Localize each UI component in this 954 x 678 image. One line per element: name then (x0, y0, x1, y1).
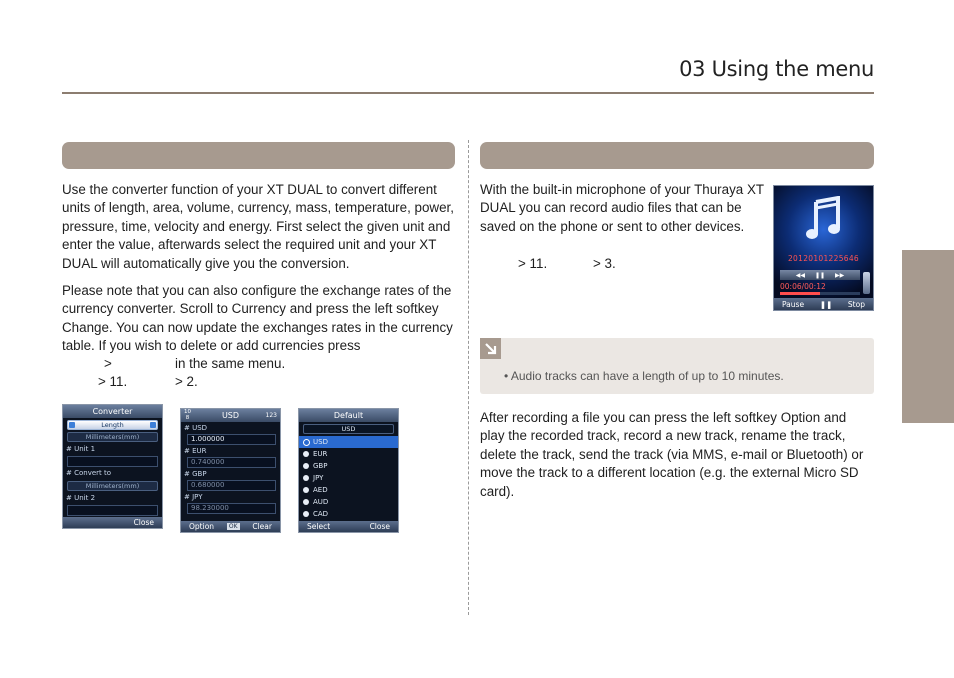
list-item[interactable]: USD (299, 436, 398, 448)
volume-indicator (863, 272, 870, 294)
screen-title-bar (181, 409, 280, 422)
unit1-input[interactable] (67, 456, 158, 467)
list-item[interactable]: GBP (299, 460, 398, 472)
column-divider (468, 140, 469, 615)
unit2-input[interactable] (67, 505, 158, 516)
rewind-icon[interactable]: ◀◀ (795, 271, 805, 279)
category-selector[interactable]: Length (67, 420, 158, 430)
currency-label: # GBP (184, 470, 207, 478)
chapter-title: 03 Using the menu (679, 57, 874, 81)
selected-currency-field[interactable]: USD (303, 424, 394, 434)
menu-path-separator: > (104, 356, 112, 371)
progress-fill (780, 292, 820, 295)
list-item[interactable]: AUD (299, 496, 398, 508)
converter-screen (62, 404, 163, 529)
menu-path-note: in the same menu. (175, 356, 286, 371)
pause-softkey[interactable]: Pause (782, 299, 805, 309)
arrow-left-icon (69, 422, 75, 428)
menu-path-step-1: > 11. (98, 374, 128, 389)
converter-intro-paragraph: Use the converter function of your XT DUAL to convert different units of length, area, volume, currency, mass, temperature, power, pressure, time, velocity and energy. First select the given unit and enter the value, afterwards select the required unit and your XT DUAL will automatically give you the conversion. (62, 182, 454, 271)
unit2-type-selector[interactable]: Millimeters(mm) (67, 481, 158, 491)
section-bar-converter (62, 142, 455, 169)
after-recording-paragraph: After recording a file you can press the left softkey Option and play the recorded track, record a new track, rename the track, delete the track, send the track (via MMS, e-mail or Bluetooth) or move the track to a different location (e.g. the external Micro SD card). (480, 410, 864, 499)
side-tab (902, 250, 954, 423)
unit2-label: # Unit 2 (66, 494, 96, 502)
unit1-label: # Unit 1 (66, 445, 96, 453)
menu-path-step-1: > 11. (518, 256, 548, 271)
input-mode-indicator: 123 (265, 412, 277, 419)
list-item[interactable]: JPY (299, 472, 398, 484)
screen-title: Converter (63, 405, 162, 418)
convert-to-label: # Convert to (66, 469, 112, 477)
playback-controls[interactable] (780, 270, 860, 280)
unit1-type-selector[interactable]: Millimeters(mm) (67, 432, 158, 442)
progress-bar[interactable] (780, 292, 860, 295)
voice-recorder-intro-paragraph: With the built-in microphone of your Thuraya XT DUAL you can record audio files that can be saved on the phone or sent to other devices. (480, 182, 764, 234)
close-softkey[interactable]: Close (133, 518, 154, 527)
arrow-right-icon (150, 422, 156, 428)
screen-title: Default (299, 409, 398, 422)
currency-screen (180, 408, 281, 533)
list-item[interactable]: CAD (299, 508, 398, 520)
softkey-bar (774, 298, 873, 310)
currency-label: # USD (184, 424, 208, 432)
header-rule (62, 92, 874, 94)
clear-softkey[interactable]: Clear (252, 522, 272, 531)
music-note-icon (806, 196, 842, 242)
note-arrow-icon (480, 338, 501, 359)
currency-label: # JPY (184, 493, 203, 501)
note-box (480, 338, 874, 394)
softkey-bar (299, 521, 398, 532)
list-item[interactable]: AED (299, 484, 398, 496)
ok-key[interactable]: OK (228, 523, 238, 530)
signal-indicator: 10 8 (184, 409, 191, 421)
pause-icon[interactable]: ❚❚ (814, 271, 826, 279)
stop-softkey[interactable]: Stop (847, 299, 865, 309)
menu-path-step-2: > 3. (593, 256, 616, 271)
screen-title: USD (221, 411, 240, 420)
recording-filename: 20120101225646 (787, 254, 859, 263)
option-softkey[interactable]: Option (189, 522, 215, 531)
select-softkey[interactable]: Select (307, 522, 331, 531)
softkey-bar (181, 521, 280, 532)
default-currency-screen (298, 408, 399, 533)
currency-label: # EUR (184, 447, 207, 455)
menu-path-step-2: > 2. (175, 374, 198, 389)
audio-player-screen (773, 185, 874, 311)
playback-time: 00:06/00:12 (780, 282, 826, 291)
currency-config-paragraph: Please note that you can also configure the exchange rates of the currency converter. Scroll to Currency and press the left softkey Change. You can now update the exchanges rates in the currency table. If you wish to delete or add currencies press (62, 283, 453, 354)
currency-value-input[interactable]: 98.230000 (187, 503, 276, 514)
close-softkey[interactable]: Close (369, 522, 390, 531)
note-text: • Audio tracks can have a length of up to 10 minutes. (504, 369, 784, 383)
list-item[interactable]: EUR (299, 448, 398, 460)
currency-value-input[interactable]: 1.000000 (187, 434, 276, 445)
forward-icon[interactable]: ▶▶ (835, 271, 845, 279)
currency-value-input[interactable]: 0.740000 (187, 457, 276, 468)
pause-icon: ❚❚ (819, 299, 833, 309)
currency-value-input[interactable]: 0.680000 (187, 480, 276, 491)
softkey-bar (63, 517, 162, 528)
section-bar-voice-recorder (480, 142, 874, 169)
